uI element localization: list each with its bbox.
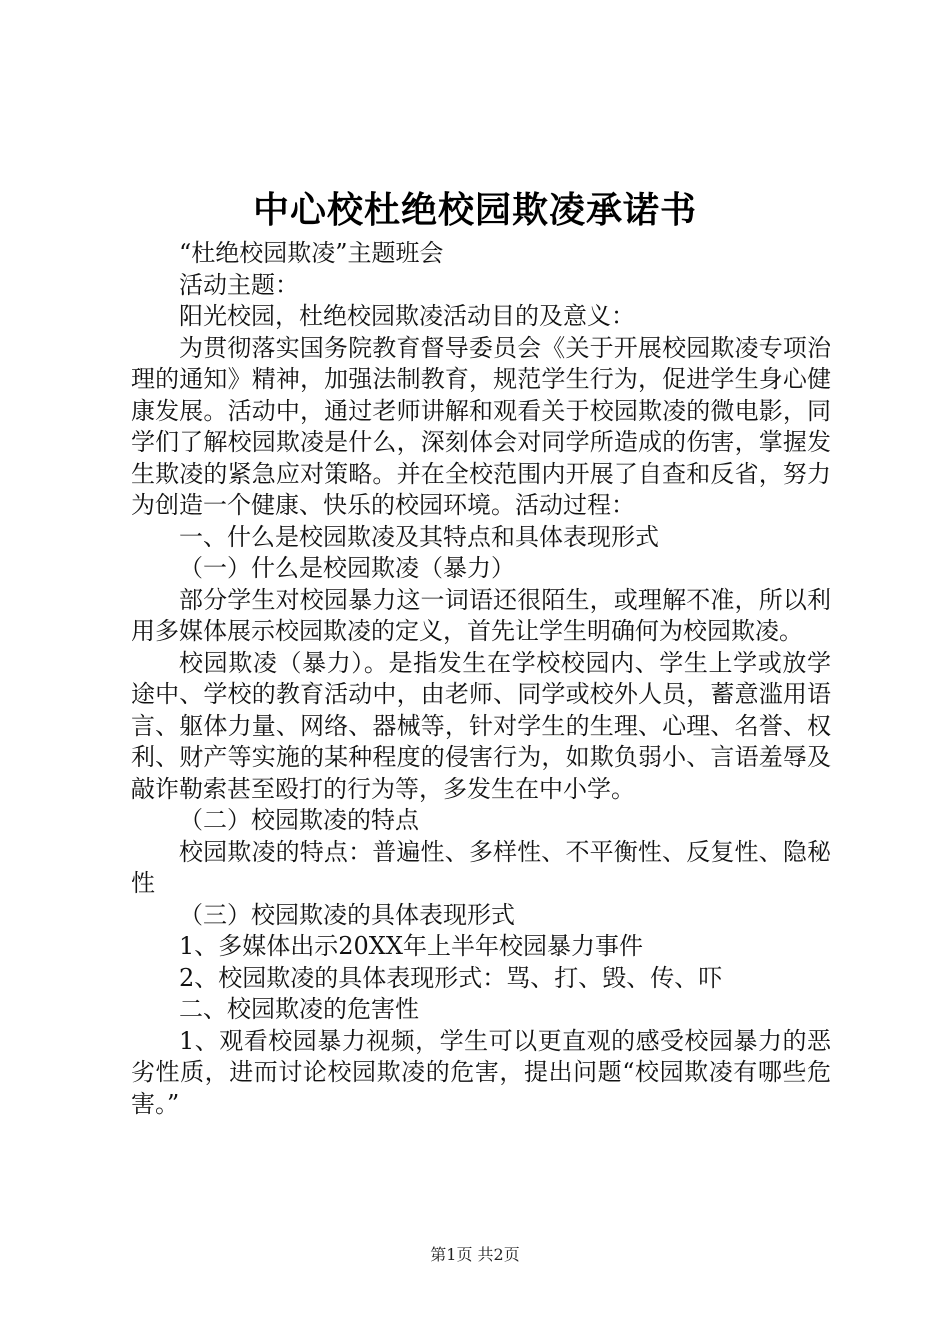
- page-footer: 第1页 共2页: [430, 1245, 520, 1264]
- section-heading-1: 一、什么是校园欺凌及其特点和具体表现形式: [179, 522, 659, 551]
- subsection-heading-3: （三）校园欺凌的具体表现形式: [179, 900, 515, 929]
- paragraph-activity-theme: 活动主题：: [179, 270, 299, 299]
- list-item-2: 2、校园欺凌的具体表现形式：骂、打、毁、传、吓: [179, 963, 723, 992]
- document-title: 中心校杜绝校园欺凌承诺书: [252, 189, 697, 231]
- paragraph-purpose-heading: 阳光校园，杜绝校园欺凌活动目的及意义：: [179, 302, 635, 330]
- paragraph-bullying-definition: 校园欺凌（暴力）。是指发生在学校校园内、学生上学或放学途中、学校的教育活动中，由老师、同学或校外人员，蓄意滥用语言、躯体力量、网络、器械等，针对学生的生理、心理、名誉、权利、财产等实施的某种程度的侵害行为，如欺负弱小、言语羞辱及敲诈勒索甚至殴打的行为等，多发生在中小学。: [131, 648, 831, 803]
- paragraph-purpose-body: 为贯彻落实国务院教育督导委员会《关于开展校园欺凌专项治理的通知》精神，加强法制教育，规范学生行为，促进学生身心健康发展。活动中，通过老师讲解和观看关于校园欺凌的微电影，同学们了解校园欺凌是什么，深刻体会对同学所造成的伤害，掌握发生欺凌的紧急应对策略。并在全校范围内开展了自查和反省，努力为创造一个健康、快乐的校园环境。活动过程：: [131, 333, 831, 519]
- paragraph-class-meeting-theme: “杜绝校园欺凌”主题班会: [179, 239, 444, 267]
- paragraph-harm-video: 1、观看校园暴力视频，学生可以更直观的感受校园暴力的恶劣性质，进而讨论校园欺凌的危害，提出问题“校园欺凌有哪些危害。”: [131, 1026, 831, 1118]
- paragraph-multimedia-definition: 部分学生对校园暴力这一词语还很陌生，或理解不准，所以利用多媒体展示校园欺凌的定义，首先让学生明确何为校园欺凌。: [131, 585, 831, 645]
- section-heading-2: 二、校园欺凌的危害性: [179, 995, 419, 1023]
- list-item-1: 1、多媒体出示20XX年上半年校园暴力事件: [179, 932, 643, 960]
- paragraph-characteristics: 校园欺凌的特点：普遍性、多样性、不平衡性、反复性、隐秘性: [131, 837, 831, 897]
- document-body: [131, 238, 831, 1120]
- subsection-heading-1: （一）什么是校园欺凌（暴力）: [179, 554, 515, 582]
- subsection-heading-2: （二）校园欺凌的特点: [179, 806, 419, 834]
